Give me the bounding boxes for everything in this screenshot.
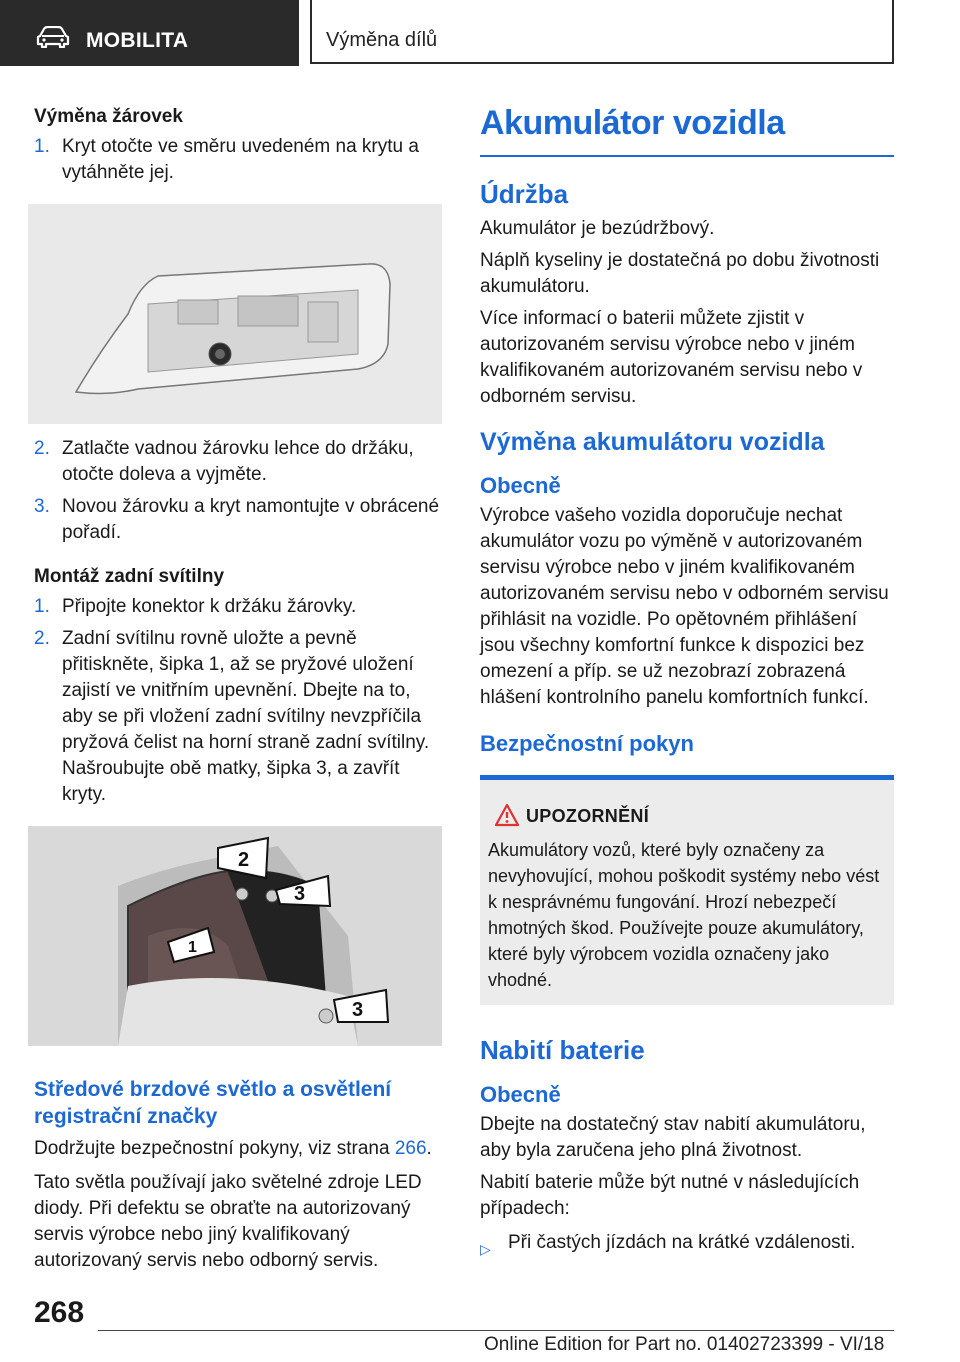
main-title: Akumulátor vozidla — [480, 104, 785, 142]
maintenance-p3: Více informací o baterii můžete zjistit v autorizovaném servisu výrobce nebo v jiném kvalifikovaném autorizovaném servisu nebo v odborném servisu. — [480, 308, 863, 407]
warning-text: Akumulátory vozů, které byly označeny za nevyhovující, mohou poškodit systémy nebo vést k nesprávnému fungování. Hrozí nebezpečí hmotných škod. Používejte pouze akumulátory, které byly výrobcem vozidla označeny jako vhodné. — [488, 840, 880, 990]
page-link-266[interactable]: 266 — [394, 1138, 427, 1159]
step-number: 2. — [34, 628, 50, 649]
brake-light-heading: Středové brzdové světlo a osvětlení registrační značky — [34, 1078, 392, 1128]
charge-heading: Nabití baterie — [480, 1035, 645, 1065]
general-heading: Obecně — [480, 473, 561, 498]
step-text: Připojte konektor k držáku žárovky. — [62, 596, 357, 617]
brake-paragraph-1 — [34, 1136, 446, 1162]
taillight-cover-image — [28, 204, 442, 424]
warning-title: UPOZORNĚNÍ — [526, 806, 650, 826]
step-number: 1. — [34, 596, 50, 617]
charge-p1: Dbejte na dostatečný stav nabití akumulátoru, aby byla zaručena jeho plná životnost. — [480, 1114, 866, 1161]
safety-heading: Bezpečnostní pokyn — [480, 731, 694, 756]
brake-text-pre: Dodržujte bezpečnostní pokyny, viz strana — [34, 1138, 395, 1159]
bulbs-heading: Výměna žárovek — [34, 106, 183, 127]
bullet-text: Při častých jízdách na krátké vzdálenosti. — [508, 1232, 856, 1253]
step-number: 3. — [34, 496, 50, 517]
brake-text-post: . — [426, 1138, 432, 1159]
taillight-mount-image — [28, 826, 442, 1046]
svg-text:1: 1 — [188, 939, 197, 956]
list-item — [34, 494, 446, 546]
maintenance-heading: Údržba — [480, 179, 569, 209]
warning-box — [480, 775, 894, 1005]
charge-general-heading: Obecně — [480, 1082, 561, 1107]
section-tab — [0, 0, 299, 66]
list-item — [34, 594, 446, 620]
right-column — [480, 104, 894, 1256]
page-number: 268 — [34, 1296, 85, 1329]
step-text: Kryt otočte ve směru uvedeném na krytu a vytáhněte jej. — [62, 136, 419, 183]
warning-title-row — [488, 806, 886, 827]
warning-triangle-icon — [494, 803, 520, 827]
maintenance-p2: Náplň kyseliny je dostatečná po dobu životnosti akumulátoru. — [480, 250, 880, 297]
title-rule — [480, 155, 894, 157]
triangle-bullet-icon: ▷ — [480, 1241, 491, 1257]
list-item — [34, 436, 446, 488]
footer-rule — [98, 1330, 894, 1331]
maintenance-p1: Akumulátor je bezúdržbový. — [480, 218, 715, 239]
chapter-tab — [310, 0, 894, 64]
list-item — [34, 134, 446, 186]
list-item — [34, 626, 446, 808]
svg-text:2: 2 — [238, 849, 250, 871]
brake-paragraph-2: Tato světla používají jako světelné zdroje LED diody. Při defektu se obraťte na autorizovaný servis výrobce nebo jiný kvalifikovaný autorizovaný servis nebo odborný servis. — [34, 1172, 422, 1271]
list-item — [480, 1230, 894, 1256]
step-number: 2. — [34, 438, 50, 459]
svg-text:3: 3 — [352, 999, 364, 1021]
chapter-title: Výměna dílů — [326, 29, 438, 51]
general-paragraph: Výrobce vašeho vozidla doporučuje nechat akumulátor vozu po výměně v autorizovaném servisu výrobce nebo v jiném kvalifikovaném autorizovaném servisu nebo v odborném servisu přihlásit na vozidle. Po opětovném přihlášení jsou všechny komfortní funkce k dispozici bez omezení a příp. se už nezobrazí zobrazená hlášení kontrolního panelu komfortních funkcí. — [480, 505, 889, 708]
step-text: Novou žárovku a kryt namontujte v obrácené pořadí. — [62, 496, 440, 543]
car-icon — [36, 26, 70, 48]
taillight-mount-illustration — [28, 826, 442, 1046]
step-number: 1. — [34, 136, 50, 157]
page-header — [0, 0, 960, 66]
step-text: Zadní svítilnu rovně uložte a pevně přitiskněte, šipka 1, až se pryžové uložení zajistí ve vnitřním upevnění. Dbejte na to, aby se při vložení zadní svítilny nevzpříčila pryžová čelist na horní straně zadní svítilny. Našroubujte obě matky, šipka 3, a zavřít kryty. — [62, 628, 430, 805]
step-text: Zatlačte vadnou žárovku lehce do držáku, otočte doleva a vyjměte. — [62, 438, 414, 485]
section-title: MOBILITA — [86, 29, 189, 52]
left-column — [34, 104, 446, 1274]
replace-heading: Výměna akumulátoru vozidla — [480, 428, 825, 456]
taillight-housing-illustration — [28, 204, 442, 424]
charge-p2: Nabití baterie může být nutné v následujících případech: — [480, 1172, 860, 1219]
edition-text: Online Edition for Part no. 01402723399 - VI/18 — [484, 1334, 885, 1355]
mount-heading: Montáž zadní svítilny — [34, 566, 225, 587]
svg-text:3: 3 — [294, 883, 306, 905]
